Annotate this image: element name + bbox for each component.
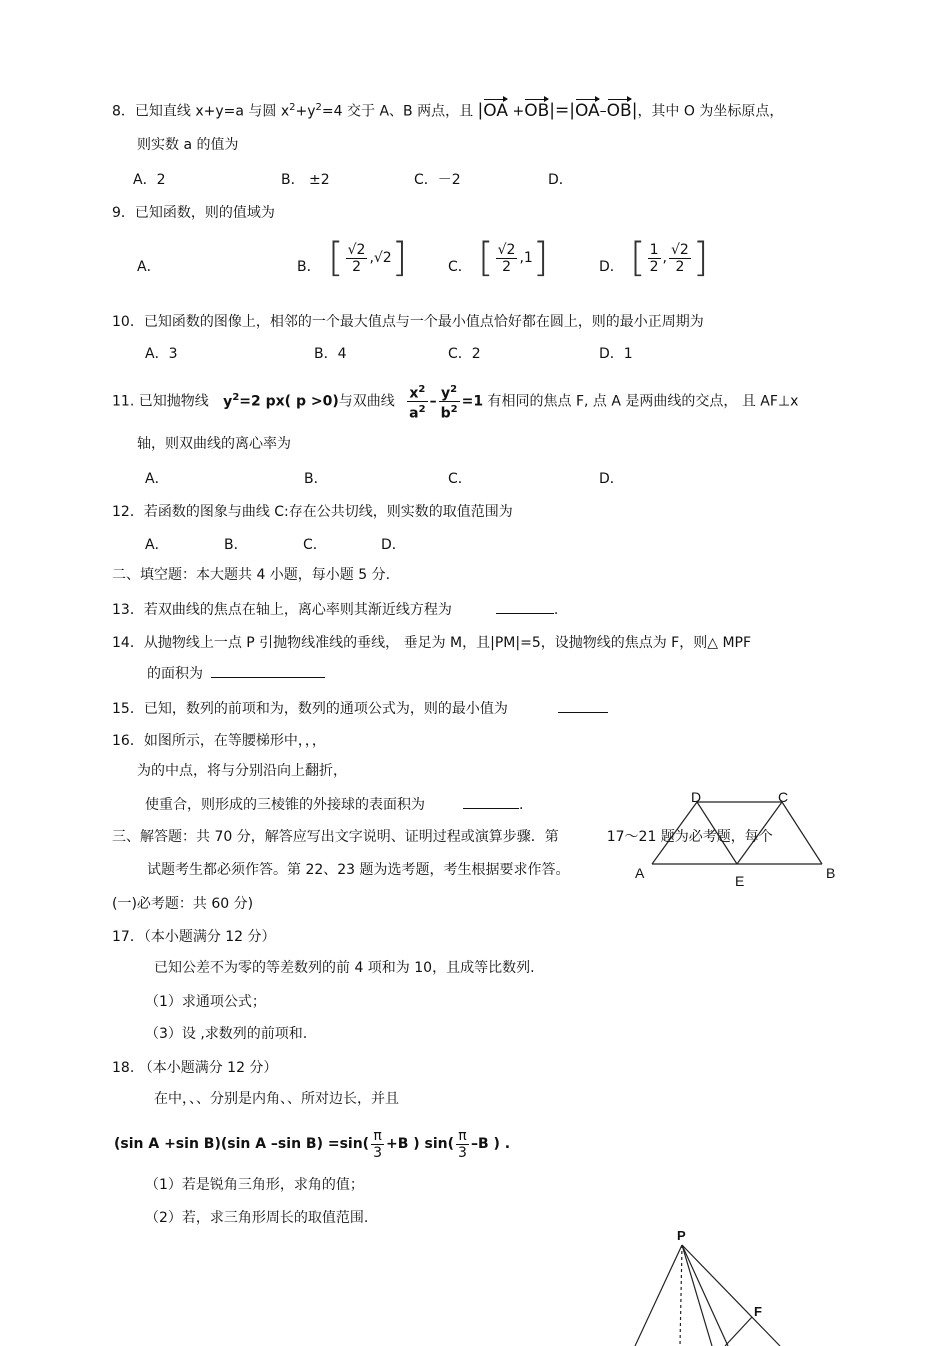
vector-oa-2: OA — [574, 100, 600, 121]
q9-option-c: C． — [448, 259, 472, 275]
q14-line2: 的面积为 — [147, 663, 325, 684]
q16-line2: 为的中点，将与分别沿向上翻折， — [137, 763, 347, 779]
q12-option-c: C． — [303, 537, 327, 553]
q17-title: 17．（本小题满分 12 分） — [112, 929, 276, 945]
label-p: P — [677, 1228, 686, 1243]
edge-pa — [635, 1245, 682, 1346]
q17-part2: （3）设 ,求数列的前项和. — [145, 1026, 308, 1042]
q11-line2: 轴，则双曲线的离心率为 — [137, 436, 291, 452]
q11-option-a: A． — [145, 471, 169, 487]
vector-ob-2: OB — [606, 100, 632, 121]
q9-interval-b: [ $\frac{√2}{2}$ ,√2] — [328, 235, 408, 281]
section-3-line2: 试题考生都必须作答。第 22、23 题为选考题，考生根据要求作答。 — [147, 862, 570, 878]
segment-bc — [782, 802, 822, 864]
hyperbola-y-term: $\frac{y^2}{b^2}$ — [440, 383, 458, 422]
q16-line1: 16．如图所示，在等腰梯形中，，， — [112, 733, 326, 749]
q11-option-c: C． — [448, 471, 472, 487]
label-d: D — [691, 789, 702, 805]
q9-interval-c: [ $\frac{√2}{2}$ ,1] — [478, 235, 549, 281]
q18-body: 在中，、、分别是内角、、所对边长，并且 — [154, 1091, 399, 1107]
q8-line2: 则实数 a 的值为 — [137, 137, 239, 153]
q11-option-d: D． — [599, 471, 624, 487]
q14-answer-blank[interactable] — [211, 663, 325, 678]
q8-line1: 8．已知直线 x+y=a 与圆 $x^2+y^2=4$ 交于 A、B 两点，且 |OA +OB|=|OA–OB|，其中 O 为坐标原点， — [112, 100, 784, 121]
q15: 15．已知，数列的前项和为，数列的通项公式为，则的最小值为 — [112, 698, 608, 719]
hyperbola-x-term: $\frac{x^2}{a^2}$ — [409, 383, 426, 422]
vector-oa: OA — [483, 100, 508, 121]
q18-part2: （2）若，求三角形周长的取值范围. — [145, 1210, 369, 1226]
label-f: F — [754, 1304, 762, 1319]
section-2-heading: 二、填空题：本大题共 4 小题，每小题 5 分. — [112, 567, 391, 583]
q9-option-b: B． — [297, 259, 321, 275]
q18-part1: （1）若是锐角三角形，求角的值； — [145, 1177, 364, 1193]
segment-f — [725, 1317, 752, 1346]
q9-interval-d: [ $\frac{1}{2}$ , $\frac{√2}{2}$ ] — [630, 235, 709, 281]
q17-part1: （1）求通项公式； — [145, 994, 266, 1010]
q12-option-a: A． — [145, 537, 169, 553]
label-e: E — [735, 873, 745, 889]
q10-option-a: A．3 — [145, 346, 178, 362]
q16-answer-blank[interactable] — [463, 794, 519, 809]
q9-option-d: D． — [599, 259, 624, 275]
label-b: B — [826, 865, 836, 881]
q13: 13．若双曲线的焦点在轴上，离心率则其渐近线方程为 . — [112, 599, 558, 620]
q12-stem: 12．若函数的图象与曲线 C:存在公共切线，则实数的取值范围为 — [112, 504, 513, 520]
q12-option-d: D． — [381, 537, 406, 553]
q11-option-b: B． — [304, 471, 328, 487]
vector-ob: OB — [524, 100, 550, 121]
q15-answer-blank[interactable] — [558, 698, 608, 713]
q12-option-b: B． — [224, 537, 248, 553]
q8-option-b: B． ±2 — [281, 172, 330, 188]
q18-formula: (sin A +sin B)(sin A –sin B) =sin( $\frac{\pi}{3}$ +B ) sin( $\frac{\pi}{3}$ –B ) . — [114, 1127, 511, 1161]
edge-height — [680, 1245, 682, 1346]
q13-answer-blank[interactable] — [496, 599, 554, 614]
label-a: A — [635, 865, 645, 881]
label-c: C — [778, 789, 789, 805]
q10-option-c: C．2 — [448, 346, 481, 362]
q8-option-d: D． — [548, 172, 573, 188]
q10-option-d: D．1 — [599, 346, 633, 362]
q9-stem: 9．已知函数，则的值域为 — [112, 205, 275, 221]
q17-body: 已知公差不为零的等差数列的前 4 项和为 10，且成等比数列. — [154, 960, 535, 976]
q8-option-a: A．2 — [133, 172, 166, 188]
q10-option-b: B．4 — [314, 346, 347, 362]
required-heading: (一)必考题：共 60 分) — [112, 896, 254, 912]
section-3-line1: 三、解答题：共 70 分，解答应写出文字说明、证明过程或演算步骤．第 17～21 题为必考题，每个 — [112, 829, 773, 845]
edge-pc — [682, 1245, 728, 1346]
q10-stem: 10．已知函数的图像上，相邻的一个最大值点与一个最小值点恰好都在圆上，则的最小正周期为 — [112, 314, 704, 330]
q14-line1: 14．从抛物线上一点 P 引抛物线准线的垂线， 垂足为 M，且|PM|=5，设抛物线的焦点为 F，则△ MPF — [112, 635, 752, 651]
q16-line3: 使重合，则形成的三棱锥的外接球的表面积为 . — [145, 794, 523, 815]
q18-title: 18. （本小题满分 12 分） — [112, 1060, 278, 1076]
q11-line1: 11. 已知抛物线 $y^2=2$ px( p >0)与双曲线 $\frac{x^2}{a^2}$ – $\frac{y^2}{b^2}$ =1 有相同的焦点 F, 点 A 是两曲线的交点， 且 AF⊥x — [112, 383, 799, 422]
pyramid-figure — [620, 1225, 820, 1346]
q8-option-c: C．－2 — [414, 172, 461, 188]
q9-option-a: A． — [137, 259, 161, 275]
